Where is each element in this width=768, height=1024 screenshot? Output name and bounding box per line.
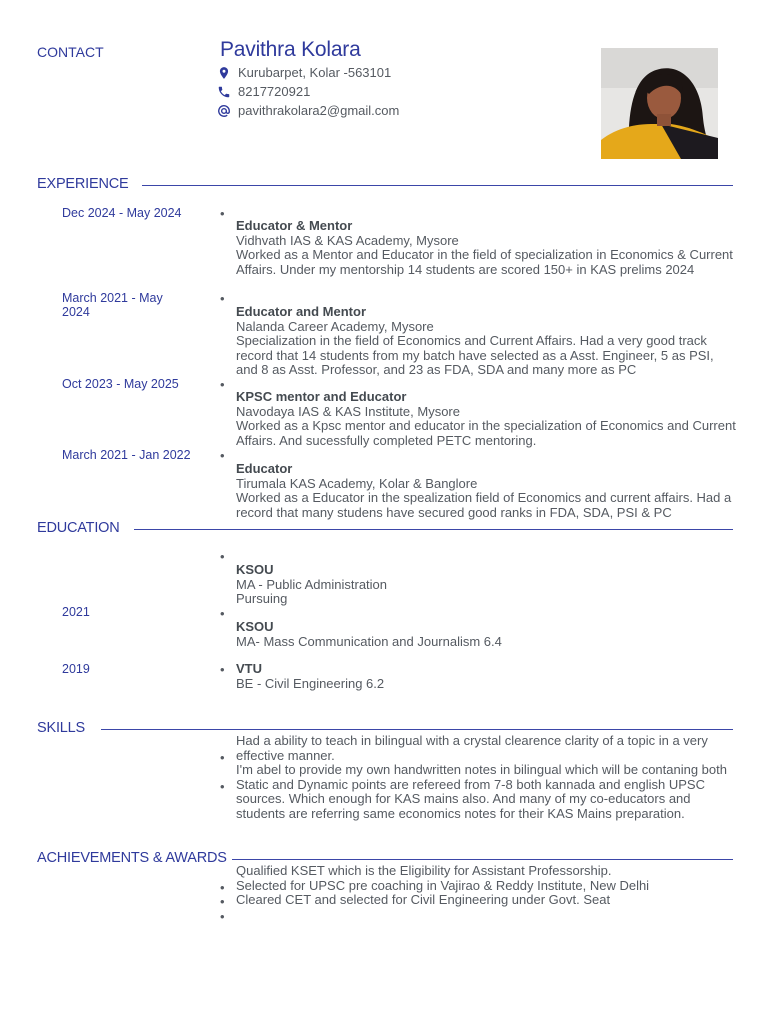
education-date-3: 2019 (62, 662, 90, 676)
experience-date-3: Oct 2023 - May 2025 (62, 377, 179, 391)
experience-item-3 (236, 390, 736, 448)
experience-role: Educator & Mentor (236, 218, 353, 233)
achievements-divider (232, 859, 733, 860)
address-text: Kurubarpet, Kolar -563101 (238, 65, 392, 80)
experience-role: KPSC mentor and Educator (236, 389, 407, 404)
experience-item-2 (236, 305, 736, 378)
education-degree: BE - Civil Engineering 6.2 (236, 675, 385, 691)
education-school: KSOU (236, 562, 274, 577)
experience-date-2: March 2021 - May 2024 (62, 291, 163, 319)
bullet-icon: • (220, 606, 225, 621)
bullet-icon: • (220, 779, 225, 794)
experience-item-4 (236, 462, 736, 520)
experience-title: EXPERIENCE (37, 176, 129, 192)
education-status: Pursuing (236, 591, 288, 607)
bullet-icon: • (220, 377, 225, 392)
experience-role: Educator and Mentor (236, 304, 367, 319)
candidate-name: Pavithra Kolara (220, 38, 361, 61)
bullet-icon: • (220, 448, 225, 463)
education-school: VTU (236, 661, 262, 676)
skills-item-1: Had a ability to teach in bilingual with a crystal clearence clarity of a topic in a very effective manner. (236, 733, 708, 763)
experience-desc: Worked as a Kpsc mentor and educator in the specialization of Economics and Current Affairs. And sucessfully completed PETC mentoring. (236, 418, 736, 448)
phone-icon (217, 85, 231, 99)
experience-org: Vidhvath IAS & KAS Academy, Mysore (236, 232, 459, 248)
experience-org: Tirumala KAS Academy, Kolar & Banglore (236, 475, 478, 491)
experience-org: Navodaya IAS & KAS Institute, Mysore (236, 403, 460, 419)
education-degree: MA- Mass Communication and Journalism 6.4 (236, 633, 502, 649)
bullet-icon: • (220, 909, 225, 924)
education-item-2 (236, 620, 736, 649)
at-sign-icon (217, 104, 231, 118)
experience-date-1: Dec 2024 - May 2024 (62, 206, 182, 220)
email-row[interactable] (217, 103, 399, 118)
email-link[interactable]: pavithrakolara2@gmail.com (238, 103, 400, 118)
contact-label: CONTACT (37, 44, 104, 60)
achievement-item-3: Cleared CET and selected for Civil Engineering under Govt. Seat (236, 892, 611, 907)
phone-row (217, 84, 310, 99)
skills-divider (101, 729, 733, 730)
experience-desc: Worked as a Mentor and Educator in the field of specialization in Economics & Current Affairs. Under my mentorship 14 students are scored 150+ in KAS prelims 2024 (236, 247, 733, 277)
location-pin-icon (217, 66, 231, 80)
address-row (217, 65, 391, 80)
experience-role: Educator (236, 461, 293, 476)
bullet-icon: • (220, 291, 225, 306)
experience-item-1 (236, 219, 736, 277)
achievements-title: ACHIEVEMENTS & AWARDS (37, 850, 227, 866)
achievement-item-2: Selected for UPSC pre coaching in Vajirao & Reddy Institute, New Delhi (236, 878, 650, 893)
bullet-icon: • (220, 206, 225, 221)
experience-date-4: March 2021 - Jan 2022 (62, 448, 191, 462)
education-title: EDUCATION (37, 520, 120, 536)
bullet-icon: • (220, 894, 225, 909)
bullet-icon: • (220, 880, 225, 895)
bullet-icon: • (220, 549, 225, 564)
experience-desc: Specialization in the field of Economics and Current Affairs. Had a very good track record that 14 students from my batch have selected as a Asst. Engineer, 5 as PSI, and 8 as Asst. Professor, and 23 as FDA, SDA and many more as PC (236, 333, 714, 378)
skills-item-2: I'm abel to provide my own handwritten notes in bilingual which will be contaning both Static and Dynamic points are refereed from 7-8 both kannada and english UPSC sources. Which enough for KAS mains also. And many of my co-educators and students are referring same economics notes for their KAS Mains preparation. (236, 762, 727, 821)
education-divider (134, 529, 733, 530)
experience-divider (142, 185, 733, 186)
experience-desc: Worked as a Educator in the spealization field of Economics and current affairs. Had a record that many studens have secured good ranks in FDA, SDA, PSI & PC (236, 490, 732, 520)
education-date-2: 2021 (62, 605, 90, 619)
education-item-1 (236, 563, 736, 607)
experience-org: Nalanda Career Academy, Mysore (236, 318, 434, 334)
phone-text: 8217720921 (238, 84, 311, 99)
education-degree: MA - Public Administration (236, 576, 388, 592)
bullet-icon: • (220, 750, 225, 765)
education-item-3 (236, 662, 736, 691)
bullet-icon: • (220, 662, 225, 677)
skills-title: SKILLS (37, 720, 85, 736)
education-school: KSOU (236, 619, 274, 634)
profile-photo (601, 48, 718, 159)
achievement-item-1: Qualified KSET which is the Eligibility for Assistant Professorship. (236, 863, 612, 878)
